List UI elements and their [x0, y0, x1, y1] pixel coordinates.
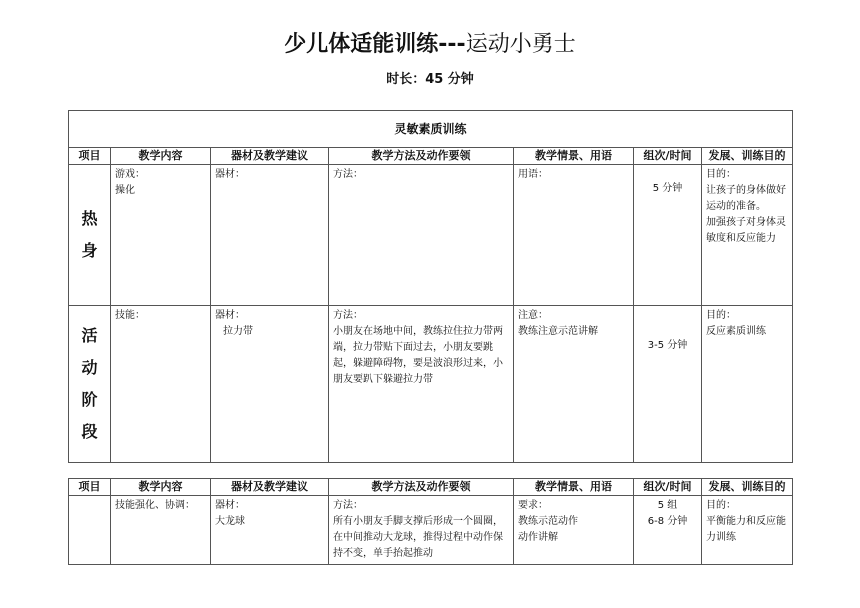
purpose-line: 目的： — [706, 310, 736, 321]
method-cell — [329, 306, 514, 463]
table-row — [69, 306, 793, 463]
equipment-line: 拉力带 — [223, 326, 253, 337]
scene-cell — [514, 165, 634, 306]
scene-cell — [514, 496, 634, 565]
section-title: 灵敏素质训练 — [69, 111, 793, 148]
scene-line: 教练注意示范讲解 — [518, 326, 598, 337]
header-row — [69, 479, 793, 496]
header-row — [69, 148, 793, 165]
equipment-cell — [211, 306, 329, 463]
purpose-line: 加强孩子对身体灵敏度和反应能力 — [706, 217, 786, 244]
sets-line: 3-5 分钟 — [647, 340, 688, 351]
phase-char: 阶 — [81, 390, 98, 409]
content-line: 游戏： — [115, 169, 145, 180]
equipment-line: 器材： — [215, 500, 245, 511]
equipment-line: 器材： — [215, 169, 245, 180]
content-line: 技能强化、协调： — [115, 500, 195, 511]
method-cell — [329, 496, 514, 565]
content-cell — [111, 165, 211, 306]
header-cell: 教学情景、用语 — [514, 479, 634, 496]
purpose-line: 反应素质训练 — [706, 326, 766, 337]
purpose-cell — [702, 496, 793, 565]
scene-line: 要求： — [518, 500, 548, 511]
equipment-line: 大龙球 — [215, 516, 245, 527]
scene-line: 用语： — [518, 169, 548, 180]
purpose-line: 目的： — [706, 500, 736, 511]
sets-line: 5 分钟 — [652, 183, 683, 194]
header-cell: 发展、训练目的 — [702, 148, 793, 165]
phase-char: 段 — [81, 422, 98, 441]
sets-line: 6-8 分钟 — [647, 516, 688, 527]
content-line: 技能： — [115, 310, 145, 321]
header-cell: 项目 — [69, 479, 111, 496]
phase-cell — [69, 306, 111, 463]
sets-line: 5 组 — [657, 500, 678, 511]
phase-cell — [69, 165, 111, 306]
header-cell: 教学情景、用语 — [514, 148, 634, 165]
scene-line: 动作讲解 — [518, 532, 558, 543]
phase-char: 热 — [81, 209, 98, 228]
header-cell: 教学内容 — [111, 479, 211, 496]
content-cell — [111, 496, 211, 565]
equipment-cell — [211, 165, 329, 306]
title-main: 少儿体适能训练--- — [284, 32, 466, 57]
equipment-cell — [211, 496, 329, 565]
method-text: 方法： — [333, 169, 363, 180]
content-line: 操化 — [115, 185, 135, 196]
sets-cell — [634, 165, 702, 306]
training-table-2 — [68, 478, 793, 565]
phase-char: 身 — [81, 241, 98, 260]
method-cell — [329, 165, 514, 306]
scene-cell — [514, 306, 634, 463]
header-cell: 组次/时间 — [634, 148, 702, 165]
purpose-cell — [702, 306, 793, 463]
header-cell: 组次/时间 — [634, 479, 702, 496]
method-text: 方法： 所有小朋友手脚支撑后形成一个圆圈，在中间推动大龙球，推得过程中动作保持不变，单手抬起推动 — [333, 500, 503, 559]
header-cell: 教学方法及动作要领 — [329, 479, 514, 496]
header-cell: 器材及教学建议 — [211, 148, 329, 165]
training-table-1 — [68, 110, 793, 463]
table-row — [69, 165, 793, 306]
purpose-line: 目的： — [706, 169, 736, 180]
header-cell: 教学内容 — [111, 148, 211, 165]
header-cell: 发展、训练目的 — [702, 479, 793, 496]
method-text: 方法： 小朋友在场地中间，教练拉住拉力带两端，拉力带贴下面过去，小朋友要跳起，躲避障碍物，要是波浪形过来，小朋友要趴下躲避拉力带 — [333, 310, 503, 385]
purpose-line: 平衡能力和反应能力训练 — [706, 516, 786, 543]
sets-cell — [634, 496, 702, 565]
scene-line: 教练示范动作 — [518, 516, 578, 527]
header-cell: 教学方法及动作要领 — [329, 148, 514, 165]
header-cell: 项目 — [69, 148, 111, 165]
phase-char: 动 — [81, 358, 98, 377]
title-sub: 运动小勇士 — [465, 32, 576, 57]
header-cell: 器材及教学建议 — [211, 479, 329, 496]
table-row — [69, 496, 793, 565]
phase-cell — [69, 496, 111, 565]
purpose-cell — [702, 165, 793, 306]
duration: 时长：45 分钟 — [386, 72, 474, 87]
phase-char: 活 — [81, 326, 98, 345]
page-title — [0, 30, 860, 60]
scene-line: 注意： — [518, 310, 548, 321]
purpose-line: 让孩子的身体做好运动的准备。 — [706, 185, 786, 212]
equipment-line: 器材： — [215, 310, 245, 321]
sets-cell — [634, 306, 702, 463]
content-cell — [111, 306, 211, 463]
